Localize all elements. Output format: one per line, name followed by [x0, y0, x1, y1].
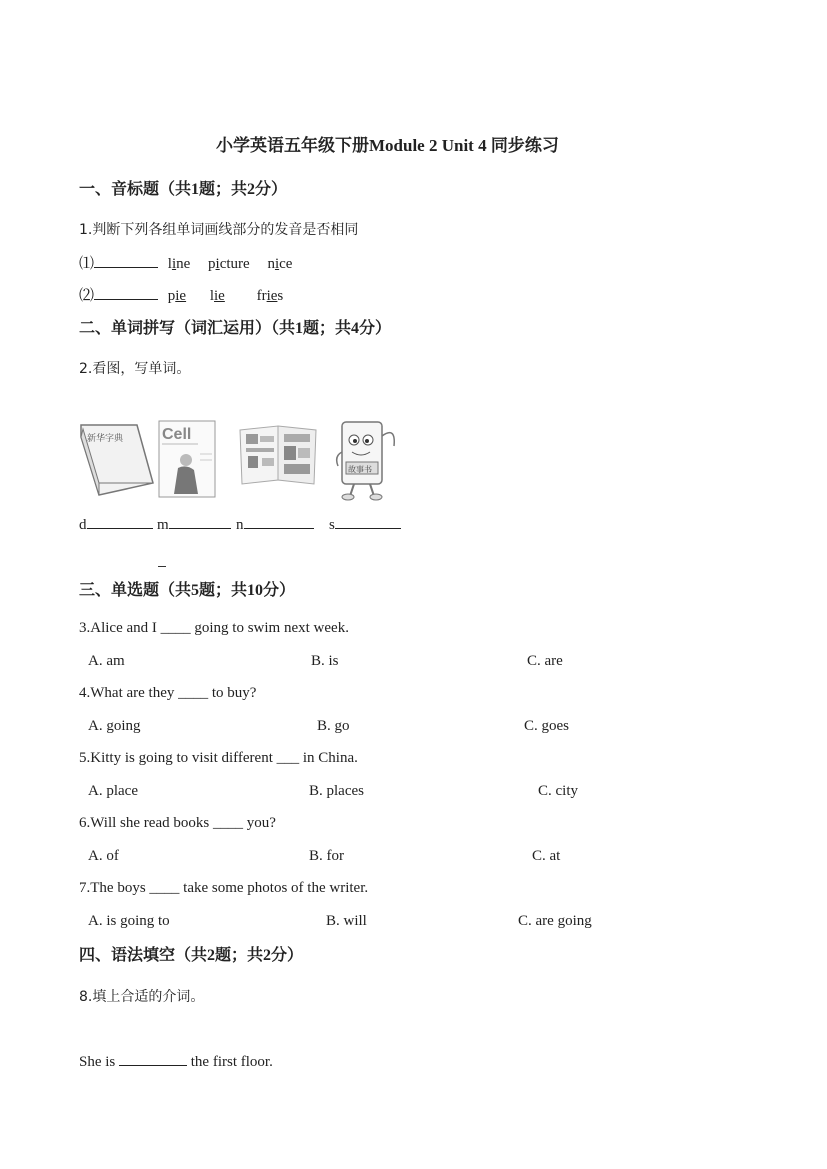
storybook-label: 故事书	[348, 465, 372, 474]
answer-blank[interactable]	[94, 285, 158, 300]
question-4-stem: 4.What are they ____ to buy?	[79, 685, 257, 701]
word-nice: nice	[267, 256, 293, 272]
question-2-answer-d: d	[79, 514, 153, 534]
answer-blank[interactable]	[169, 514, 231, 529]
dictionary-picture	[79, 421, 155, 497]
question-1-row-1	[79, 252, 292, 273]
question-6-option-b[interactable]: B. for	[309, 848, 344, 864]
question-8-sentence: She is the first floor.	[79, 1051, 273, 1071]
question-1-row-2	[79, 284, 283, 305]
question-5-option-a[interactable]: A. place	[88, 783, 138, 799]
answer-blank[interactable]	[119, 1051, 187, 1066]
question-6-option-a[interactable]: A. of	[88, 848, 119, 864]
question-7-option-a[interactable]: A. is going to	[88, 913, 170, 929]
section-heading-2: 二、单词拼写（词汇运用）（共1题；共4分）	[79, 320, 392, 337]
answer-blank[interactable]	[94, 253, 158, 268]
question-3-option-c[interactable]: C. are	[527, 653, 563, 669]
question-6-stem: 6.Will she read books ____ you?	[79, 815, 276, 831]
word-fries: fries	[256, 288, 284, 304]
row-number: ⑴	[79, 256, 95, 272]
question-2-answer-s: s	[329, 514, 401, 534]
section-heading-1: 一、音标题（共1题；共2分）	[79, 181, 288, 198]
section-heading-3: 三、单选题（共5题；共10分）	[79, 582, 296, 599]
magazine-picture	[158, 420, 216, 498]
row-number: ⑵	[79, 288, 95, 304]
word-picture: picture	[208, 256, 250, 272]
question-7-stem: 7.The boys ____ take some photos of the writer.	[79, 880, 369, 896]
answer-blank[interactable]	[244, 514, 314, 529]
question-3-option-a[interactable]: A. am	[88, 653, 125, 669]
answer-blank[interactable]	[87, 514, 153, 529]
question-8-stem: 8.填上合适的介词。	[79, 989, 205, 1005]
word-lie: lie	[209, 288, 225, 304]
answer-blank[interactable]	[335, 514, 401, 529]
question-3-option-b[interactable]: B. is	[311, 653, 339, 669]
page-title: 小学英语五年级下册Module 2 Unit 4 同步练习	[216, 136, 559, 155]
magazine-label: Cell	[162, 426, 192, 443]
question-6-option-c[interactable]: C. at	[532, 848, 561, 864]
word-pie: pie	[167, 288, 187, 304]
question-4-option-b[interactable]: B. go	[317, 718, 350, 734]
question-4-option-c[interactable]: C. goes	[524, 718, 569, 734]
storybook-picture	[334, 416, 404, 502]
word-line: line	[167, 256, 191, 272]
question-3-stem: 3.Alice and I ____ going to swim next week.	[79, 620, 349, 636]
question-7-option-b[interactable]: B. will	[326, 913, 367, 929]
question-5-option-c[interactable]: C. city	[538, 783, 578, 799]
question-1-stem: 1.判断下列各组单词画线部分的发音是否相同	[79, 222, 359, 238]
question-4-option-a[interactable]: A. going	[88, 718, 141, 734]
question-7-option-c[interactable]: C. are going	[518, 913, 592, 929]
dictionary-label: 新华字典	[87, 434, 124, 444]
stray-dash	[158, 566, 166, 567]
newspaper-picture	[238, 424, 320, 486]
question-2-answer-m: m	[157, 514, 231, 534]
question-2-stem: 2.看图，写单词。	[79, 361, 191, 377]
section-heading-4: 四、语法填空（共2题；共2分）	[79, 947, 304, 964]
question-5-option-b[interactable]: B. places	[309, 783, 364, 799]
question-2-answer-n: n	[236, 514, 314, 534]
question-5-stem: 5.Kitty is going to visit different ___ in China.	[79, 750, 358, 766]
